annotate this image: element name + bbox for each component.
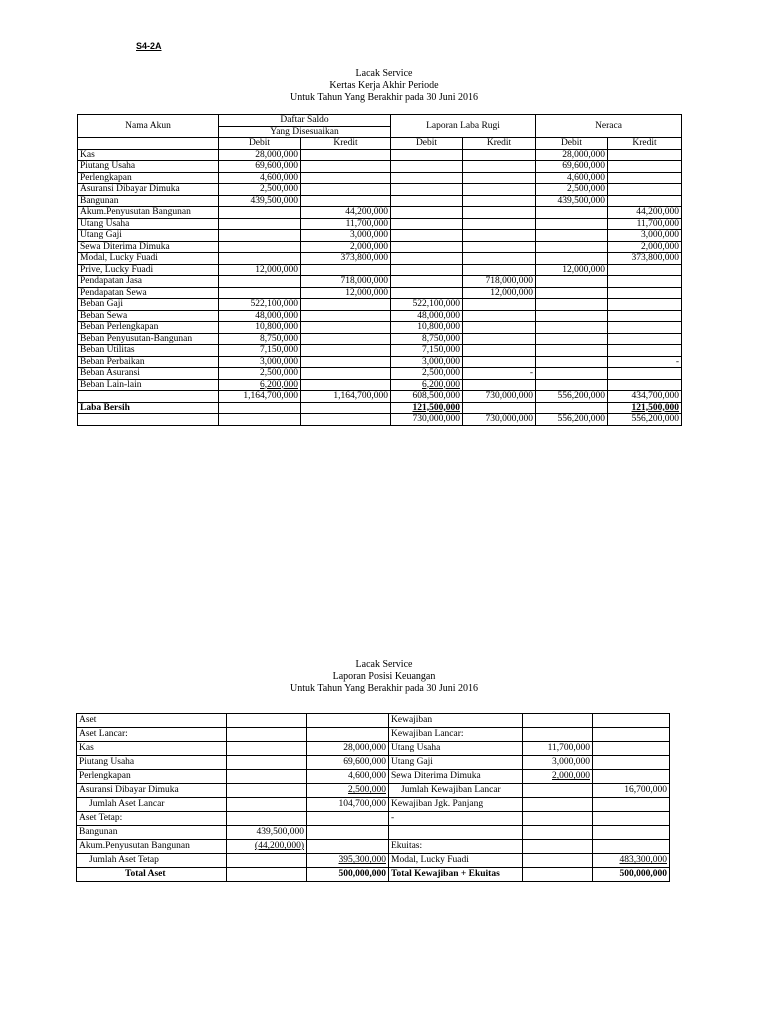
balance-sheet-row — [77, 826, 670, 840]
worksheet-row — [78, 391, 682, 403]
account-name-cell: Laba Bersih — [78, 402, 219, 414]
amount-cell-bsd — [536, 356, 608, 368]
amount-cell-isd: 7,150,000 — [391, 345, 463, 357]
bs-amount-cell — [523, 812, 593, 826]
amount-cell-isk — [463, 230, 536, 242]
bs-amount-cell: 500,000,000 — [593, 868, 670, 882]
amount-cell-bsk — [608, 310, 682, 322]
balance-sheet-row — [77, 840, 670, 854]
amount-cell-bsd: 556,200,000 — [536, 391, 608, 403]
bs-amount-cell — [307, 840, 389, 854]
amount-cell-isd — [391, 207, 463, 219]
balance-sheet-row — [77, 784, 670, 798]
account-name-cell: Beban Perbaikan — [78, 356, 219, 368]
bs-label-cell: Bangunan — [77, 826, 227, 840]
bs-amount-cell — [227, 784, 307, 798]
amount-cell-tbk: 3,000,000 — [301, 230, 391, 242]
amount-cell-tbk: 44,200,000 — [301, 207, 391, 219]
amount-cell-tbk — [301, 161, 391, 173]
amount-cell-isd — [391, 253, 463, 265]
bs-label-cell: Kewajiban — [389, 714, 523, 728]
account-name-cell: Beban Asuransi — [78, 368, 219, 380]
amount-cell-tbd: 2,500,000 — [219, 368, 301, 380]
amount-cell-isk — [463, 310, 536, 322]
account-name-cell: Beban Penyusutan-Bangunan — [78, 333, 219, 345]
account-name-cell: Piutang Usaha — [78, 161, 219, 173]
amount-cell-bsd — [536, 287, 608, 299]
bs-amount-cell — [307, 826, 389, 840]
bs-amount-cell — [593, 840, 670, 854]
bs-label-cell: Aset Tetap: — [77, 812, 227, 826]
amount-cell-isd: 8,750,000 — [391, 333, 463, 345]
amount-cell-isk — [463, 241, 536, 253]
bs-amount-cell — [227, 812, 307, 826]
worksheet-row — [78, 172, 682, 184]
amount-cell-tbd: 6,200,000 — [219, 379, 301, 391]
amount-cell-tbd: 522,100,000 — [219, 299, 301, 311]
worksheet-row — [78, 195, 682, 207]
bs-amount-cell: 3,000,000 — [523, 756, 593, 770]
amount-cell-isk — [463, 149, 536, 161]
bs-label-cell: Akum.Penyusutan Bangunan — [77, 840, 227, 854]
account-name-cell: Akum.Penyusutan Bangunan — [78, 207, 219, 219]
amount-cell-bsk — [608, 345, 682, 357]
account-name-cell: Sewa Diterima Dimuka — [78, 241, 219, 253]
worksheet-header — [0, 68, 768, 104]
bs-label-cell: Jumlah Aset Lancar — [77, 798, 227, 812]
account-name-cell: Pendapatan Sewa — [78, 287, 219, 299]
bs-label-cell: Kas — [77, 742, 227, 756]
amount-cell-tbd: 28,000,000 — [219, 149, 301, 161]
worksheet-row — [78, 161, 682, 173]
bs-amount-cell: 11,700,000 — [523, 742, 593, 756]
amount-cell-bsk: 556,200,000 — [608, 414, 682, 426]
amount-cell-tbk — [301, 149, 391, 161]
amount-cell-tbk — [301, 402, 391, 414]
amount-cell-bsd — [536, 402, 608, 414]
amount-cell-tbk — [301, 322, 391, 334]
amount-cell-bsd — [536, 253, 608, 265]
balance-sheet-row — [77, 714, 670, 728]
amount-cell-bsd — [536, 322, 608, 334]
amount-cell-tbk — [301, 184, 391, 196]
amount-cell-isd — [391, 287, 463, 299]
amount-cell-isk: 12,000,000 — [463, 287, 536, 299]
balance-sheet-row — [77, 854, 670, 868]
amount-cell-bsk: - — [608, 356, 682, 368]
amount-cell-isk — [463, 184, 536, 196]
account-name-cell: Beban Perlengkapan — [78, 322, 219, 334]
bs-amount-cell — [523, 728, 593, 742]
worksheet-row — [78, 207, 682, 219]
amount-cell-isd: 730,000,000 — [391, 414, 463, 426]
account-name-cell: Utang Gaji — [78, 230, 219, 242]
amount-cell-bsk: 11,700,000 — [608, 218, 682, 230]
amount-cell-bsk — [608, 149, 682, 161]
amount-cell-tbd — [219, 402, 301, 414]
amount-cell-isd: 522,100,000 — [391, 299, 463, 311]
bs-label-cell: Ekuitas: — [389, 840, 523, 854]
bs-amount-cell — [593, 728, 670, 742]
amount-cell-bsd — [536, 368, 608, 380]
amount-cell-isk — [463, 299, 536, 311]
amount-cell-tbk: 373,800,000 — [301, 253, 391, 265]
col-account-header: Nama Akun — [78, 115, 219, 138]
worksheet-row — [78, 276, 682, 288]
bs-amount-cell — [307, 812, 389, 826]
worksheet-row — [78, 356, 682, 368]
amount-cell-bsd: 12,000,000 — [536, 264, 608, 276]
amount-cell-bsd: 28,000,000 — [536, 149, 608, 161]
amount-cell-tbk: 1,164,700,000 — [301, 391, 391, 403]
amount-cell-isd — [391, 230, 463, 242]
account-name-cell: Modal, Lucky Fuadi — [78, 253, 219, 265]
amount-cell-isd: 2,500,000 — [391, 368, 463, 380]
worksheet-row — [78, 368, 682, 380]
amount-cell-bsk: 3,000,000 — [608, 230, 682, 242]
worksheet-row — [78, 184, 682, 196]
amount-cell-isd — [391, 172, 463, 184]
amount-cell-isk — [463, 264, 536, 276]
amount-cell-tbd: 439,500,000 — [219, 195, 301, 207]
amount-cell-tbd — [219, 207, 301, 219]
bs-label-cell: Utang Gaji — [389, 756, 523, 770]
amount-cell-isk — [463, 402, 536, 414]
amount-cell-bsk — [608, 299, 682, 311]
amount-cell-isk: 730,000,000 — [463, 391, 536, 403]
amount-cell-bsk: 121,500,000 — [608, 402, 682, 414]
worksheet-row — [78, 414, 682, 426]
amount-cell-tbd: 2,500,000 — [219, 184, 301, 196]
bs-amount-cell — [593, 770, 670, 784]
amount-cell-tbd — [219, 253, 301, 265]
amount-cell-bsk: 434,700,000 — [608, 391, 682, 403]
amount-cell-bsd — [536, 230, 608, 242]
balance-sheet-row — [77, 728, 670, 742]
amount-cell-isd — [391, 184, 463, 196]
bs-amount-cell: (44,200,000) — [227, 840, 307, 854]
bs-amount-cell — [307, 728, 389, 742]
amount-cell-bsk — [608, 322, 682, 334]
amount-cell-isd: 48,000,000 — [391, 310, 463, 322]
amount-cell-bsd — [536, 345, 608, 357]
amount-cell-bsk — [608, 195, 682, 207]
amount-cell-bsk — [608, 287, 682, 299]
amount-cell-bsd — [536, 333, 608, 345]
bs-amount-cell — [227, 742, 307, 756]
amount-cell-bsk — [608, 184, 682, 196]
balance-sheet-row — [77, 812, 670, 826]
amount-cell-isk: 730,000,000 — [463, 414, 536, 426]
amount-cell-tbk — [301, 333, 391, 345]
account-name-cell: Perlengkapan — [78, 172, 219, 184]
worksheet-row — [78, 310, 682, 322]
amount-cell-bsd — [536, 218, 608, 230]
account-name-cell: Beban Gaji — [78, 299, 219, 311]
bs-company: Lacak Service — [355, 659, 413, 670]
amount-cell-tbk — [301, 195, 391, 207]
amount-cell-isd: 608,500,000 — [391, 391, 463, 403]
bs-label-cell: Jumlah Aset Tetap — [77, 854, 227, 868]
bs-amount-cell — [593, 714, 670, 728]
bs-amount-cell — [593, 812, 670, 826]
amount-cell-tbd: 48,000,000 — [219, 310, 301, 322]
amount-cell-tbk — [301, 368, 391, 380]
amount-cell-bsk: 44,200,000 — [608, 207, 682, 219]
amount-cell-tbk: 11,700,000 — [301, 218, 391, 230]
bs-period: Untuk Tahun Yang Berakhir pada 30 Juni 2016 — [290, 683, 478, 694]
bs-label-cell — [389, 826, 523, 840]
amount-cell-tbk — [301, 310, 391, 322]
bs-amount-cell — [523, 826, 593, 840]
account-name-cell: Utang Usaha — [78, 218, 219, 230]
amount-cell-bsd: 2,500,000 — [536, 184, 608, 196]
bs-amount-cell — [227, 714, 307, 728]
amount-cell-tbk — [301, 299, 391, 311]
bs-amount-cell — [523, 840, 593, 854]
amount-cell-tbd: 3,000,000 — [219, 356, 301, 368]
amount-cell-isd: 121,500,000 — [391, 402, 463, 414]
amount-cell-isd — [391, 264, 463, 276]
amount-cell-bsk: 373,800,000 — [608, 253, 682, 265]
amount-cell-tbk: 12,000,000 — [301, 287, 391, 299]
balance-sheet-row — [77, 742, 670, 756]
amount-cell-tbk — [301, 264, 391, 276]
worksheet-row — [78, 253, 682, 265]
bs-amount-cell — [523, 784, 593, 798]
amount-cell-isd — [391, 161, 463, 173]
balance-sheet-row — [77, 868, 670, 882]
col-is-header: Laporan Laba Rugi — [391, 115, 536, 138]
amount-cell-isk — [463, 322, 536, 334]
amount-cell-isd — [391, 276, 463, 288]
amount-cell-tbd: 4,600,000 — [219, 172, 301, 184]
bs-amount-cell — [593, 756, 670, 770]
bs-amount-cell — [227, 854, 307, 868]
is-debit-header: Debit — [391, 138, 463, 150]
account-name-cell: Beban Utilitas — [78, 345, 219, 357]
amount-cell-tbk: 2,000,000 — [301, 241, 391, 253]
amount-cell-isk — [463, 207, 536, 219]
account-name-cell: Kas — [78, 149, 219, 161]
worksheet-title: Kertas Kerja Akhir Periode — [329, 80, 439, 91]
bs-amount-cell: 439,500,000 — [227, 826, 307, 840]
account-name-cell: Prive, Lucky Fuadi — [78, 264, 219, 276]
amount-cell-tbk — [301, 414, 391, 426]
bs-amount-cell — [523, 854, 593, 868]
bs-label-cell: Aset Lancar: — [77, 728, 227, 742]
bs-label-cell: Aset — [77, 714, 227, 728]
amount-cell-isk — [463, 379, 536, 391]
worksheet-row — [78, 345, 682, 357]
bs-credit-header: Kredit — [608, 138, 682, 150]
worksheet-row — [78, 379, 682, 391]
amount-cell-bsd — [536, 276, 608, 288]
worksheet-row — [78, 241, 682, 253]
worksheet-company: Lacak Service — [355, 68, 413, 79]
amount-cell-bsk: 2,000,000 — [608, 241, 682, 253]
worksheet-row — [78, 402, 682, 414]
bs-label-cell: Asuransi Dibayar Dimuka — [77, 784, 227, 798]
document-code: S4-2A — [136, 41, 162, 51]
bs-amount-cell — [227, 728, 307, 742]
bs-amount-cell — [523, 868, 593, 882]
bs-amount-cell — [523, 714, 593, 728]
amount-cell-bsd — [536, 207, 608, 219]
amount-cell-tbd — [219, 241, 301, 253]
amount-cell-tbd — [219, 287, 301, 299]
amount-cell-isd — [391, 149, 463, 161]
amount-cell-isk — [463, 195, 536, 207]
account-name-cell: Bangunan — [78, 195, 219, 207]
worksheet-period: Untuk Tahun Yang Berakhir pada 30 Juni 2016 — [290, 92, 478, 103]
balance-sheet-header — [0, 659, 768, 695]
amount-cell-isk — [463, 218, 536, 230]
balance-sheet-row — [77, 756, 670, 770]
bs-amount-cell: 483,300,000 — [593, 854, 670, 868]
amount-cell-tbd: 1,164,700,000 — [219, 391, 301, 403]
bs-label-cell: - — [389, 812, 523, 826]
worksheet-row — [78, 333, 682, 345]
amount-cell-tbk — [301, 379, 391, 391]
account-name-cell: Pendapatan Jasa — [78, 276, 219, 288]
amount-cell-isk — [463, 172, 536, 184]
amount-cell-tbd: 12,000,000 — [219, 264, 301, 276]
balance-sheet-table — [76, 713, 670, 882]
account-name-cell — [78, 391, 219, 403]
amount-cell-tbk: 718,000,000 — [301, 276, 391, 288]
bs-amount-cell — [227, 868, 307, 882]
bs-amount-cell: 16,700,000 — [593, 784, 670, 798]
amount-cell-isk — [463, 161, 536, 173]
amount-cell-bsk — [608, 264, 682, 276]
tb-credit-header: Kredit — [301, 138, 391, 150]
is-credit-header: Kredit — [463, 138, 536, 150]
amount-cell-isd: 10,800,000 — [391, 322, 463, 334]
worksheet-row — [78, 299, 682, 311]
col-tb-header-line2: Yang Disesuaikan — [219, 126, 391, 138]
amount-cell-tbk — [301, 345, 391, 357]
bs-label-cell: Modal, Lucky Fuadi — [389, 854, 523, 868]
bs-amount-cell: 500,000,000 — [307, 868, 389, 882]
bs-debit-header: Debit — [536, 138, 608, 150]
amount-cell-bsk — [608, 172, 682, 184]
worksheet-row — [78, 230, 682, 242]
amount-cell-bsk — [608, 368, 682, 380]
amount-cell-bsd — [536, 310, 608, 322]
amount-cell-tbd — [219, 414, 301, 426]
amount-cell-isk: 718,000,000 — [463, 276, 536, 288]
subheader-blank — [78, 138, 219, 150]
amount-cell-bsd: 556,200,000 — [536, 414, 608, 426]
amount-cell-bsd — [536, 241, 608, 253]
bs-amount-cell — [593, 798, 670, 812]
amount-cell-isd: 6,200,000 — [391, 379, 463, 391]
bs-amount-cell — [227, 798, 307, 812]
account-name-cell: Beban Sewa — [78, 310, 219, 322]
amount-cell-isk — [463, 253, 536, 265]
worksheet-table — [77, 114, 682, 426]
account-name-cell — [78, 414, 219, 426]
amount-cell-isd — [391, 241, 463, 253]
amount-cell-bsk — [608, 161, 682, 173]
account-name-cell: Beban Lain-lain — [78, 379, 219, 391]
col-bs-header: Neraca — [536, 115, 682, 138]
bs-label-cell: Total Kewajiban + Ekuitas — [389, 868, 523, 882]
bs-label-cell: Utang Usaha — [389, 742, 523, 756]
tb-debit-header: Debit — [219, 138, 301, 150]
amount-cell-bsk — [608, 333, 682, 345]
bs-amount-cell: 28,000,000 — [307, 742, 389, 756]
account-name-cell: Asuransi Dibayar Dimuka — [78, 184, 219, 196]
worksheet-row — [78, 218, 682, 230]
worksheet-row — [78, 149, 682, 161]
bs-amount-cell: 4,600,000 — [307, 770, 389, 784]
bs-amount-cell: 69,600,000 — [307, 756, 389, 770]
bs-amount-cell: 2,000,000 — [523, 770, 593, 784]
bs-amount-cell — [593, 742, 670, 756]
amount-cell-isk — [463, 345, 536, 357]
bs-amount-cell — [227, 770, 307, 784]
bs-label-cell: Sewa Diterima Dimuka — [389, 770, 523, 784]
bs-amount-cell — [523, 798, 593, 812]
bs-amount-cell: 395,300,000 — [307, 854, 389, 868]
balance-sheet-row — [77, 798, 670, 812]
bs-label-cell: Jumlah Kewajiban Lancar — [389, 784, 523, 798]
bs-amount-cell — [593, 826, 670, 840]
amount-cell-tbd: 8,750,000 — [219, 333, 301, 345]
balance-sheet-row — [77, 770, 670, 784]
amount-cell-tbd: 10,800,000 — [219, 322, 301, 334]
worksheet-row — [78, 264, 682, 276]
bs-amount-cell: 104,700,000 — [307, 798, 389, 812]
amount-cell-tbd: 69,600,000 — [219, 161, 301, 173]
amount-cell-bsd — [536, 379, 608, 391]
amount-cell-isd: 3,000,000 — [391, 356, 463, 368]
bs-label-cell: Perlengkapan — [77, 770, 227, 784]
bs-label-cell: Total Aset — [77, 868, 227, 882]
amount-cell-isd — [391, 218, 463, 230]
bs-amount-cell — [307, 714, 389, 728]
amount-cell-tbk — [301, 356, 391, 368]
worksheet-row — [78, 287, 682, 299]
amount-cell-tbd: 7,150,000 — [219, 345, 301, 357]
amount-cell-isk: - — [463, 368, 536, 380]
amount-cell-tbd — [219, 230, 301, 242]
bs-label-cell: Kewajiban Lancar: — [389, 728, 523, 742]
bs-label-cell: Piutang Usaha — [77, 756, 227, 770]
amount-cell-bsd — [536, 299, 608, 311]
amount-cell-isd — [391, 195, 463, 207]
col-tb-header-line1: Daftar Saldo — [219, 115, 391, 127]
amount-cell-isk — [463, 333, 536, 345]
amount-cell-bsk — [608, 276, 682, 288]
amount-cell-tbk — [301, 172, 391, 184]
bs-amount-cell: 2,500,000 — [307, 784, 389, 798]
amount-cell-tbd — [219, 276, 301, 288]
bs-amount-cell — [227, 756, 307, 770]
amount-cell-bsd: 439,500,000 — [536, 195, 608, 207]
amount-cell-tbd — [219, 218, 301, 230]
bs-label-cell: Kewajiban Jgk. Panjang — [389, 798, 523, 812]
amount-cell-isk — [463, 356, 536, 368]
worksheet-row — [78, 322, 682, 334]
bs-title: Laporan Posisi Keuangan — [332, 671, 436, 682]
amount-cell-bsd: 69,600,000 — [536, 161, 608, 173]
amount-cell-bsk — [608, 379, 682, 391]
amount-cell-bsd: 4,600,000 — [536, 172, 608, 184]
